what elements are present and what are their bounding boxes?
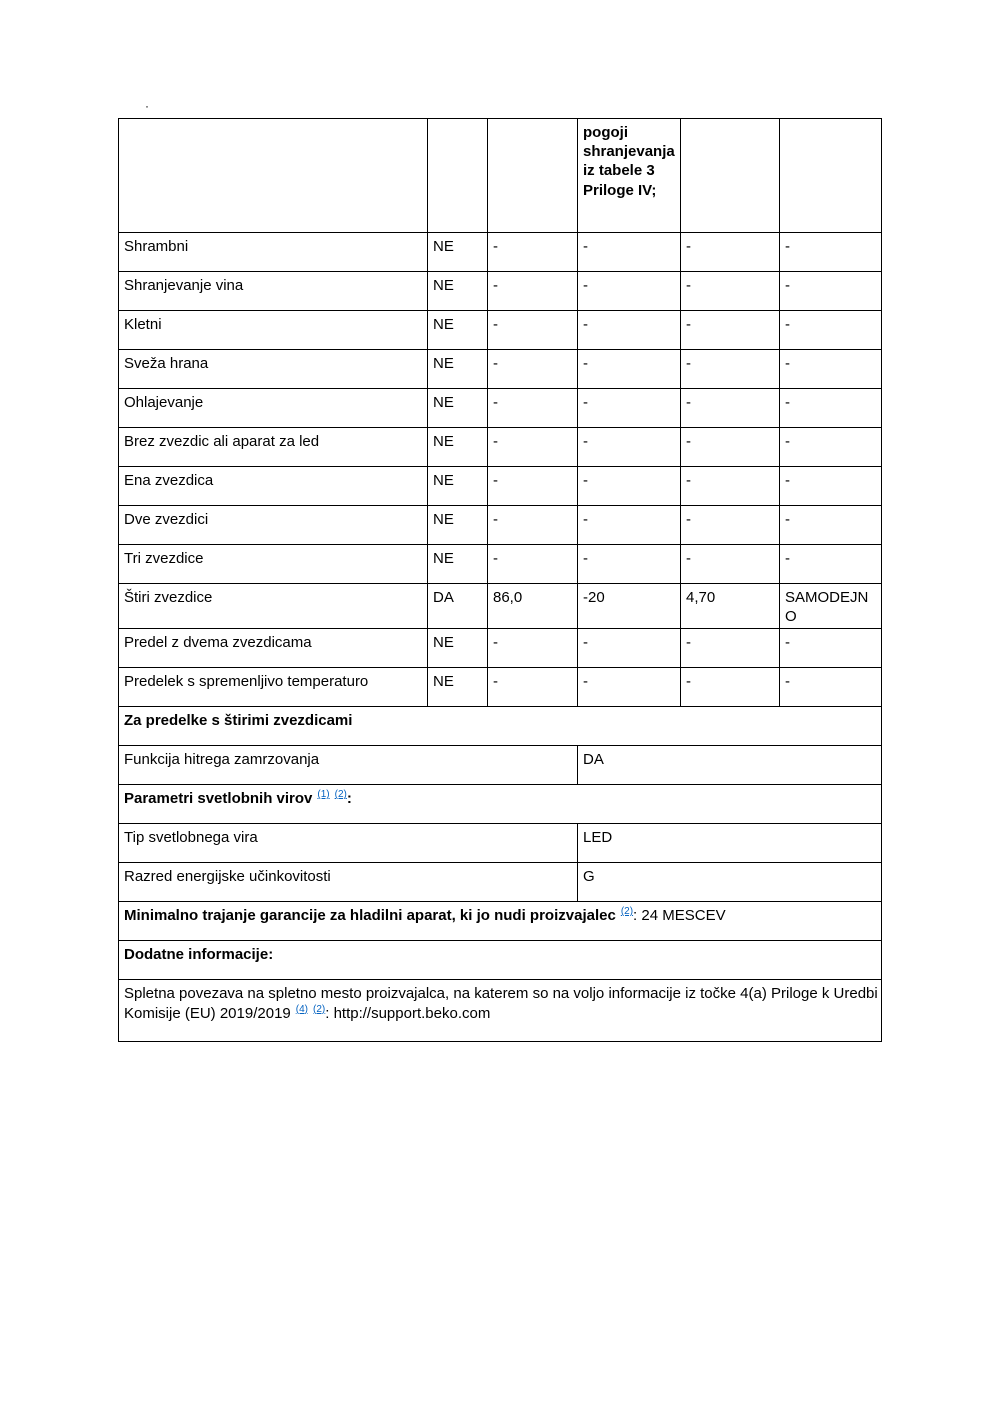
cell-value: - xyxy=(578,545,681,584)
footnote-link-2[interactable]: (2) xyxy=(620,906,634,918)
website-row xyxy=(119,980,882,1042)
website-url: : http://support.beko.com xyxy=(325,1004,491,1022)
cell-value: - xyxy=(780,506,882,545)
cell-value: NE xyxy=(428,506,488,545)
cell-compartment-label: Dve zvezdici xyxy=(119,506,428,545)
cell-value: - xyxy=(780,350,882,389)
light-params-header xyxy=(119,785,882,824)
footnote-link-1[interactable]: (1) xyxy=(317,789,330,801)
table-row xyxy=(119,506,882,545)
cell-value: - xyxy=(578,506,681,545)
cell-compartment-label: Tri zvezdice xyxy=(119,545,428,584)
cell-value: - xyxy=(578,629,681,668)
header-cell-empty-5 xyxy=(681,119,780,233)
table-row xyxy=(119,668,882,707)
cell-compartment-label: Ena zvezdica xyxy=(119,467,428,506)
cell-value: - xyxy=(780,668,882,707)
energy-class-label: Razred energijske učinkovitosti xyxy=(119,863,578,902)
cell-value: SAMODEJNO xyxy=(780,584,882,629)
cell-compartment-label: Predel z dvema zvezdicama xyxy=(119,629,428,668)
light-type-label: Tip svetlobnega vira xyxy=(119,824,578,863)
cell-value: - xyxy=(578,350,681,389)
cell-value: - xyxy=(780,467,882,506)
cell-value: - xyxy=(681,350,780,389)
cell-value: - xyxy=(488,467,578,506)
cell-compartment-label: Kletni xyxy=(119,311,428,350)
cell-compartment-label: Štiri zvezdice xyxy=(119,584,428,629)
cell-value: - xyxy=(578,467,681,506)
warranty-row xyxy=(119,902,882,941)
cell-value: - xyxy=(578,668,681,707)
section-row xyxy=(119,902,882,941)
cell-compartment-label: Brez zvezdic ali aparat za led xyxy=(119,428,428,467)
cell-value: - xyxy=(681,629,780,668)
cell-value: - xyxy=(780,272,882,311)
table-row xyxy=(119,467,882,506)
cell-value: - xyxy=(681,506,780,545)
table-row xyxy=(119,428,882,467)
cell-value: -20 xyxy=(578,584,681,629)
cell-value: NE xyxy=(428,668,488,707)
cell-value: DA xyxy=(428,584,488,629)
cell-value: NE xyxy=(428,233,488,272)
section-row xyxy=(119,707,882,746)
cell-value: 4,70 xyxy=(681,584,780,629)
cell-value: - xyxy=(488,389,578,428)
cell-value: - xyxy=(488,545,578,584)
cell-value: - xyxy=(578,272,681,311)
table-row xyxy=(119,272,882,311)
cell-value: NE xyxy=(428,389,488,428)
table-row xyxy=(119,233,882,272)
cell-value: - xyxy=(681,233,780,272)
fast-freeze-label: Funkcija hitrega zamrzovanja xyxy=(119,746,578,785)
cell-compartment-label: Shranjevanje vina xyxy=(119,272,428,311)
cell-value: - xyxy=(488,506,578,545)
cell-value: - xyxy=(488,350,578,389)
light-params-label: Parametri svetlobnih virov xyxy=(124,790,313,808)
cell-value: - xyxy=(681,467,780,506)
section-row xyxy=(119,746,882,785)
cell-value: - xyxy=(681,389,780,428)
cell-value: - xyxy=(681,428,780,467)
warranty-label: Minimalno trajanje garancije za hladilni aparat, ki jo nudi proizvajalec xyxy=(124,907,616,925)
cell-value: - xyxy=(681,272,780,311)
light-params-colon: : xyxy=(346,790,352,808)
cell-value: - xyxy=(780,545,882,584)
spec-table xyxy=(118,118,882,1042)
cell-value: - xyxy=(578,389,681,428)
cell-compartment-label: Predelek s spremenljivo temperaturo xyxy=(119,668,428,707)
footnote-link-2[interactable]: (2) xyxy=(334,789,347,801)
cell-value: NE xyxy=(428,428,488,467)
section-row xyxy=(119,785,882,824)
header-cell-empty-3 xyxy=(488,119,578,233)
cell-value: 86,0 xyxy=(488,584,578,629)
table-row xyxy=(119,629,882,668)
warranty-value: : 24 MESCEV xyxy=(633,907,726,925)
cell-value: - xyxy=(780,233,882,272)
cell-value: - xyxy=(488,311,578,350)
section-row xyxy=(119,980,882,1042)
table-header-row xyxy=(119,119,882,233)
table-row xyxy=(119,389,882,428)
stray-mark: · xyxy=(145,99,149,113)
cell-value: - xyxy=(681,311,780,350)
footnote-link-4[interactable]: (4) xyxy=(295,1003,308,1015)
section-row xyxy=(119,941,882,980)
cell-value: NE xyxy=(428,629,488,668)
header-cell-empty-2 xyxy=(428,119,488,233)
cell-value: NE xyxy=(428,545,488,584)
cell-value: NE xyxy=(428,350,488,389)
cell-value: - xyxy=(780,629,882,668)
section-row xyxy=(119,824,882,863)
cell-value: - xyxy=(578,311,681,350)
light-type-value: LED xyxy=(578,824,882,863)
additional-info-header: Dodatne informacije: xyxy=(119,941,882,980)
header-cell-empty-6 xyxy=(780,119,882,233)
cell-value: NE xyxy=(428,272,488,311)
cell-value: NE xyxy=(428,311,488,350)
cell-value: - xyxy=(681,668,780,707)
cell-value: - xyxy=(578,428,681,467)
cell-compartment-label: Sveža hrana xyxy=(119,350,428,389)
cell-value: NE xyxy=(428,467,488,506)
website-text: Spletna povezava na spletno mesto proizvajalca, na katerem so na voljo informacije iz točke 4(a) Priloge k Uredbi Komisije (EU) 2019/2019 xyxy=(124,985,878,1022)
cell-value: - xyxy=(488,428,578,467)
cell-value: - xyxy=(780,428,882,467)
cell-value: - xyxy=(578,233,681,272)
cell-value: - xyxy=(488,668,578,707)
cell-value: - xyxy=(780,311,882,350)
cell-compartment-label: Shrambni xyxy=(119,233,428,272)
table-row xyxy=(119,545,882,584)
footnote-link-2[interactable]: (2) xyxy=(313,1003,326,1015)
cell-value: - xyxy=(488,272,578,311)
energy-class-value: G xyxy=(578,863,882,902)
four-star-section-header: Za predelke s štirimi zvezdicami xyxy=(119,707,882,746)
cell-value: - xyxy=(488,629,578,668)
fast-freeze-value: DA xyxy=(578,746,882,785)
table-row xyxy=(119,350,882,389)
cell-value: - xyxy=(780,389,882,428)
header-cell-empty-1 xyxy=(119,119,428,233)
table-row xyxy=(119,584,882,629)
cell-value: - xyxy=(681,545,780,584)
table-row xyxy=(119,311,882,350)
cell-value: - xyxy=(488,233,578,272)
header-cell-storage-conditions: pogoji shranjevanja iz tabele 3 Priloge IV; xyxy=(578,119,681,233)
cell-compartment-label: Ohlajevanje xyxy=(119,389,428,428)
section-row xyxy=(119,863,882,902)
